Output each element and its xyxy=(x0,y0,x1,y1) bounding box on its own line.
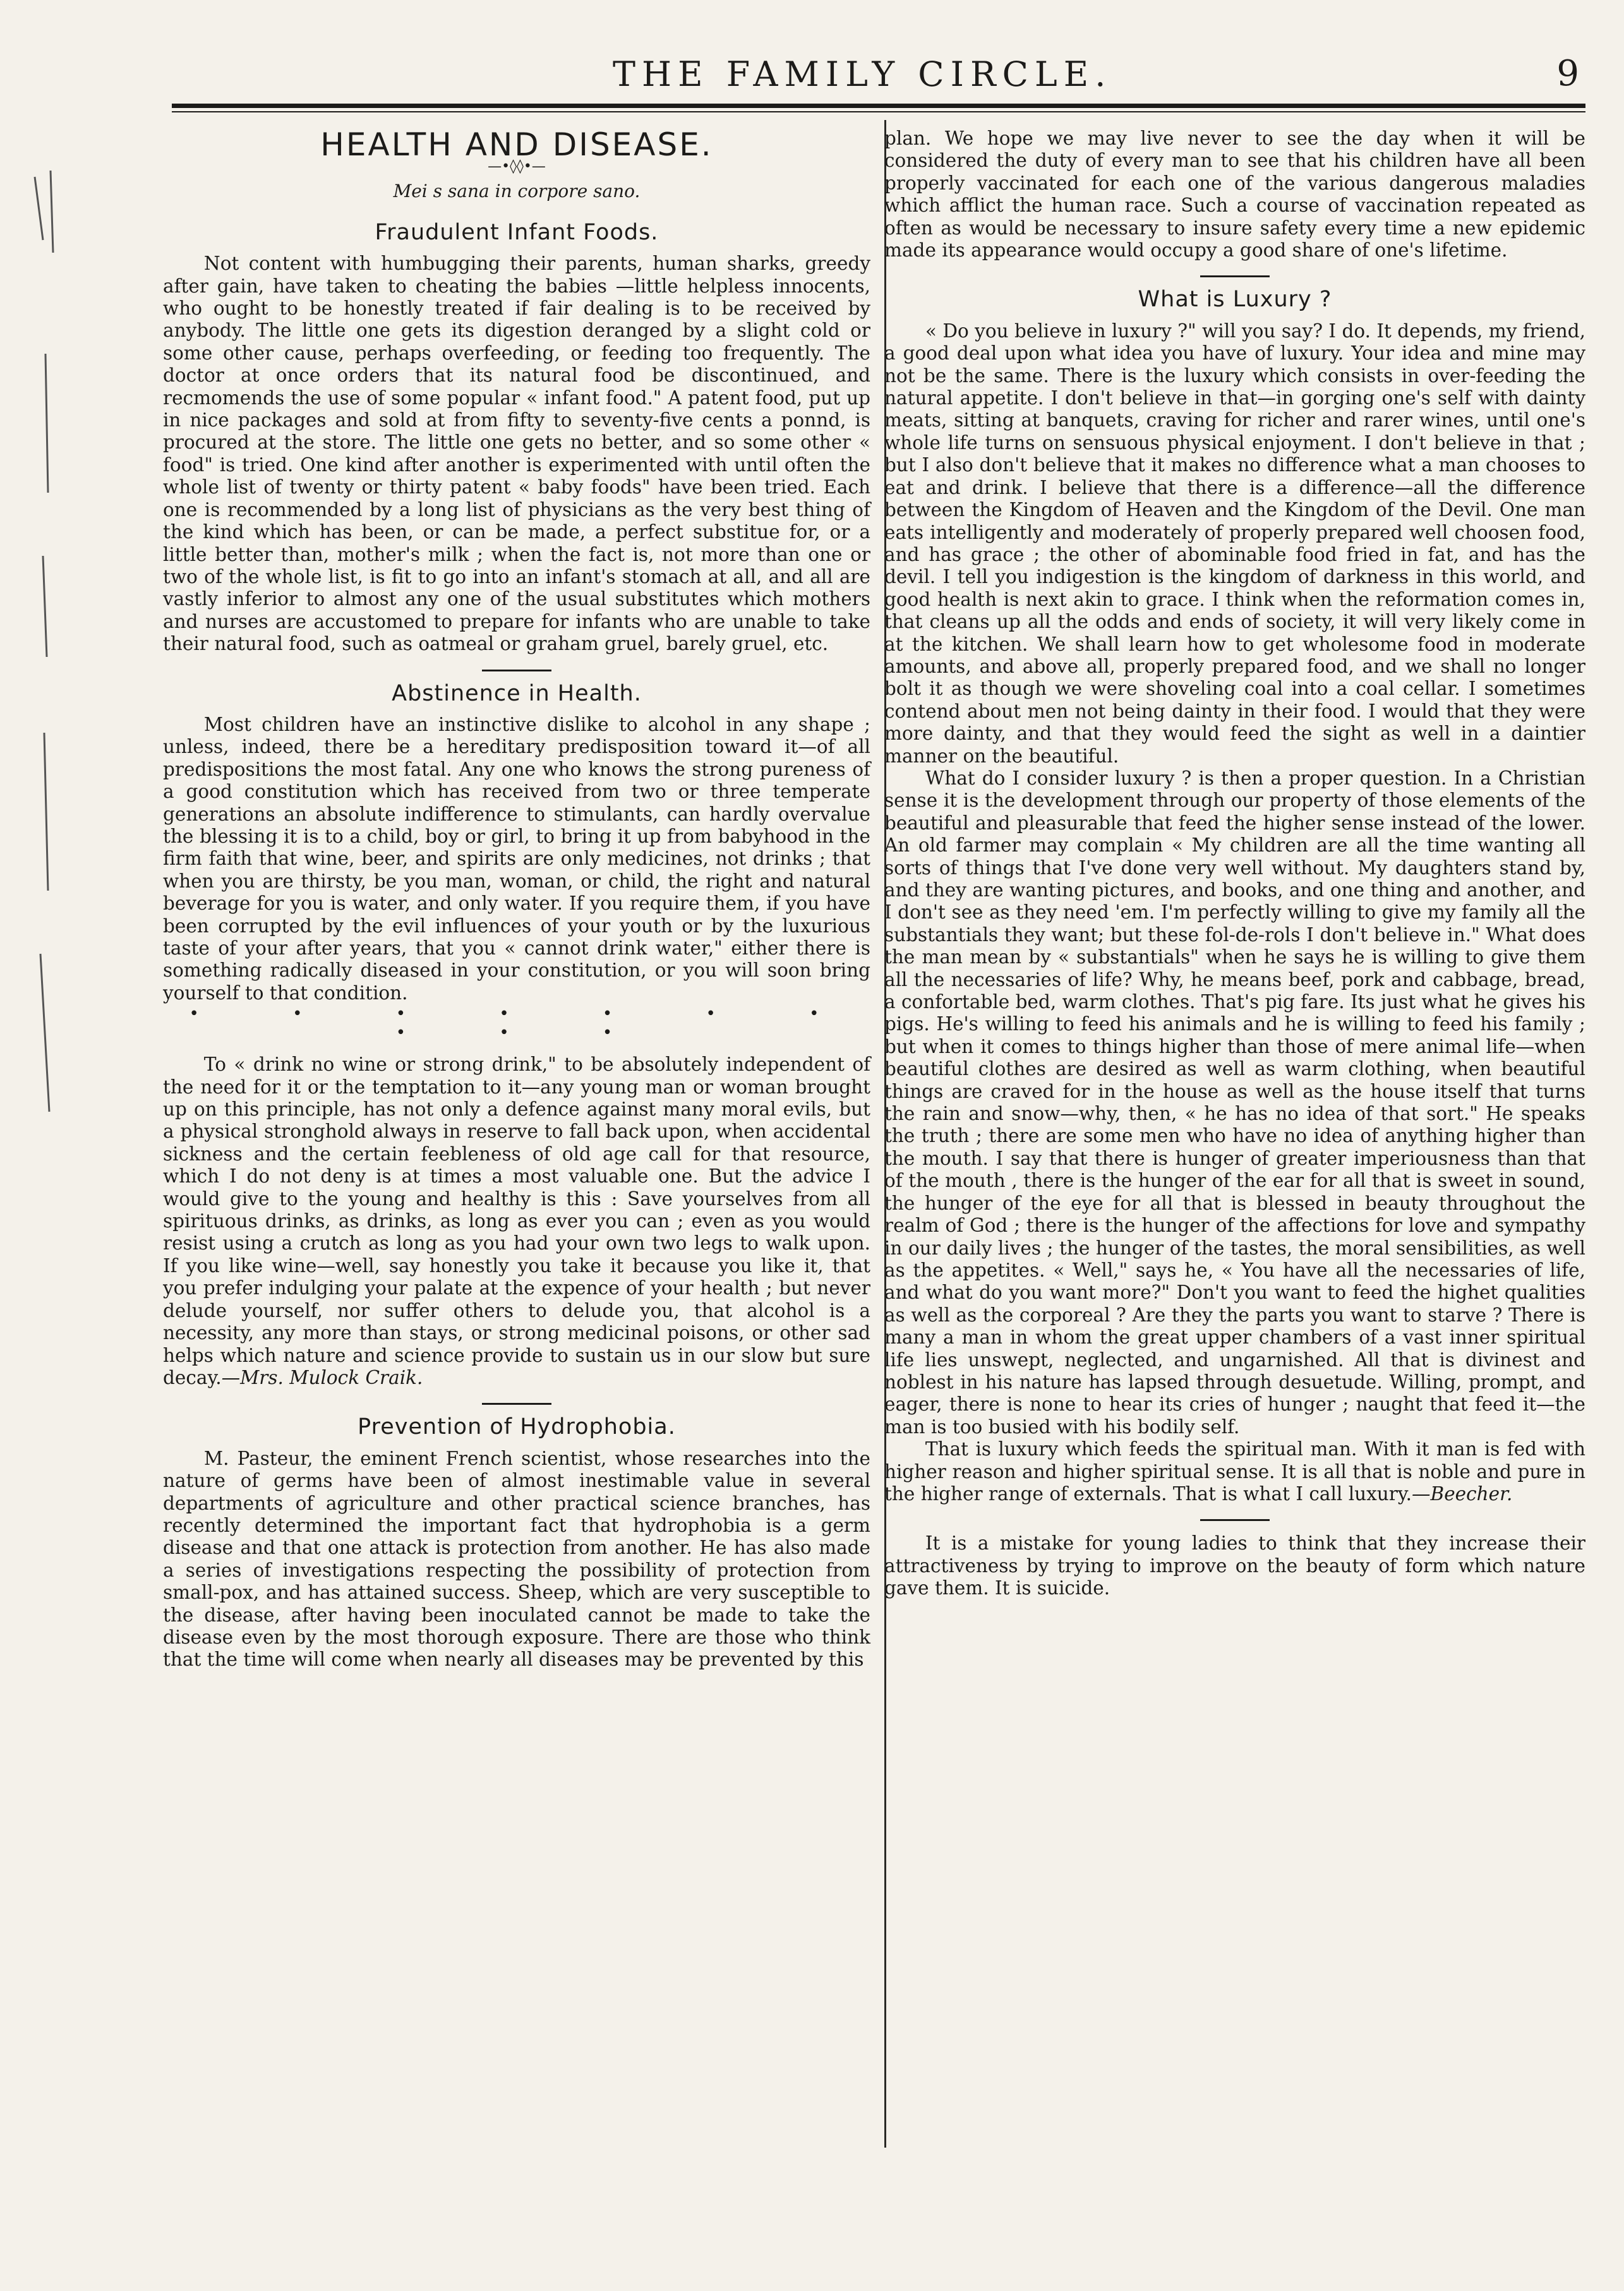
article-title-infant-foods: Fraudulent Infant Foods. xyxy=(375,219,659,245)
left-column xyxy=(163,126,870,1671)
article-paragraph: « Do you believe in luxury ?" will you say? I do. It depends, my friend, a good deal upon what idea you have of luxury. Your idea and mine may not be the same. There is the luxury which consists in over-feeding the natural appetite. I don't believe in that—in gorging one's self with dainty meats, sitting at banquets, craving for richer and rarer wines, until one's whole life turns on sensuous physical enjoyment. I don't believe in that ; but I also don't believe that it makes no difference what a man chooses to eat and drink. I believe that there is a difference—all the difference between the Kingdom of Heaven and the Kingdom of the Devil. One man eats intelligently and moderately of properly prepared well choosen food, and has grace ; the other of abominable food fried in fat, and has the devil. I tell you indigestion is the kingdom of darkness in this world, and good health is next akin to grace. I think when the reformation comes in, that cleans up all the odds and ends of society, it will very likely come in at the kitchen. We shall learn how to get wholesome food in moderate amounts, and above all, properly prepared food, and we shall no longer bolt it as though we were shoveling coal into a coal cellar. I sometimes contend about men not being dainty in their food. I would that they were more dainty, and that they would feed the sight as well in a daintier manner on the beautiful. xyxy=(884,320,1585,767)
article-title-abstinence: Abstinence in Health. xyxy=(392,680,642,706)
article-paragraph-continued: plan. We hope we may live never to see the day when it will be considered the duty of every man to see that his children have all been properly vaccinated for each one of the various dangerous maladies which afflict the human race. Such a course of vaccination repeated as often as would be necessary to insure safety every time a new epidemic made its appearance would occupy a good share of one's lifetime. xyxy=(884,128,1585,262)
paragraph-text: To « drink no wine or strong drink," to be absolutely independent of the need for it or the temptation to it—any young man or woman brought up on this principle, has not only a defence against many moral evils, but a physical stronghold always in reserve to fall back upon, when accidental sickness and the certain feebleness of old age call for that resource, which I do not deny is at times a most valuable one. But the advice I would give to the young and healthy is this : Save yourselves from all spirituous drinks, as drinks, as long as ever you can ; even as you would resist using a crutch as long as you had your own two legs to walk upon. If you like wine—well, say honestly you take it because you like it, that you prefer indulging your palate at the expence of your health ; but never delude yourself, nor suffer others to delude you, that alcohol is a necessity, any more than stays, or strong medicinal poisons, or other sad helps which nature and science provide to sustain us in our slow but sure decay. xyxy=(163,1054,870,1388)
department-motto: Mei s sana in corpore sano. xyxy=(393,181,641,202)
ornament-divider: —•◊◊•— xyxy=(488,159,546,175)
article-paragraph: Most children have an instinctive dislike to alcohol in any shape ; unless, indeed, there be a hereditary predisposition toward it—of all predispositions the most fatal. Any one who knows the strong pureness of a good constitution which has received from two or three temperate generations an absolute indifference to stimulants, can hardly overvalue the blessing it is to a child, boy or girl, to bring it up from babyhood in the firm faith that wine, beer, and spirits are only medicines, not drinks ; that when you are thirsty, be you man, woman, or child, the right and natural beverage for you is water, and only water. If you require them, if you have been corrupted by the evil influences of your youth or by the luxurious taste of your after years, that you « cannot drink water," either there is something radically diseased in your constitution, or you will soon bring yourself to that condition. xyxy=(163,713,870,1004)
section-rule xyxy=(1200,275,1270,277)
article-paragraph xyxy=(884,1438,1585,1505)
section-rule xyxy=(482,1403,551,1405)
author-signature: —Mrs. Mulock Craik. xyxy=(221,1366,423,1388)
header-rule xyxy=(172,104,1585,108)
article-paragraph xyxy=(163,1054,870,1389)
running-head xyxy=(171,52,1585,102)
article-paragraph: What do I consider luxury ? is then a proper question. In a Christian sense it is the development through our property of those elements of the beautiful and pleasurable that feed the higher sense instead of the lower. An old farmer may complain « My children are all the time wanting all sorts of things that I've done very well without. My daughters stand by, and they are wanting pictures, and books, and one thing and another, and I don't see as they need 'em. I'm perfectly willing to give my family all the substantials they want; but these fol-de-rols I don't believe in." What does the man mean by « substantials" when he says he is willing to give them all the necessaries of life? Why, he means beef, pork and cabbage, bread, a confortable bed, warm clothes. That's pig fare. Its just what he gives his pigs. He's willing to feed his animals and he is willing to feed his family ; but when it comes to things higher than those of mere animal life—when beautiful clothes are desired as well as warm clothing, when beautiful things are craved for in the house as well as the house itself that turns the rain and snow—why, then, « he has no idea of that sort." He speaks the truth ; there are some men who have no idea of anything higher than the mouth. I say that there is hunger of greater imperiousness than that of the mouth , there is the hunger of the ear for all that is sweet in sound, the hunger of the eye for all that is blessed in beauty throughout the realm of God ; there is the hunger of the affections for love and sympathy in our daily lives ; the hunger of the tastes, the moral sensibilities, as well as the appetites. « Well," says he, « You have all the necessaries of life, and what do you want more?" Don't you want to feed the highet qualities as well as the corporeal ? Are they the parts you want to starve ? There is many a man in whom the great upper chambers of a vast inner spiritual life lies unswept, neglected, and ungarnished. All that is divinest and noblest in his nature has lapsed through desuetude. Willing, prompt, and eager, there is none to hear its cries of hunger ; naught that feed it—the man is too busied with his bodily self. xyxy=(884,767,1585,1438)
department-title: HEALTH AND DISEASE. xyxy=(320,126,713,163)
running-title: THE FAMILY CIRCLE. xyxy=(613,54,1112,94)
article-paragraph: Not content with humbugging their parents, human sharks, greedy after gain, have taken to cheating the babies —little helpless innocents, who ought to be honestly treated if fair dealing is to be received by anybody. The little one gets its digestion deranged by a slight cold or some other cause, perhaps overfeeding, or feeding too frequently. The doctor at once orders that its natural food be discontinued, and recmomends the use of some popular « infant food." A patent food, put up in nice packages and sold at from fifty to seventy-five cents a ponnd, is procured at the store. The little one gets no better, and so some other « food" is tried. One kind after another is experimented with until often the whole list of twenty or thirty patent « baby foods" have been tried. Each one is recommended by a long list of physicians as the very best thing of the kind which has been, or can be made, a perfect substitue for, or a little better than, mother's milk ; when the fact is, not more than one or two of the whole list, is fit to go into an infant's stomach at all, and all are vastly inferior to almost any one of the usual substitutes which mothers and nurses are accustomed to prepare for infants who are unable to take their natural food, such as oatmeal or graham gruel, barely gruel, etc. xyxy=(163,253,870,655)
section-rule xyxy=(1200,1519,1270,1521)
article-paragraph: M. Pasteur, the eminent French scientist, whose researches into the nature of germs have been of almost inestimable value in several departments of agriculture and other practical science branches, has recently determined the important fact that hydrophobia is a germ disease and that one attack is protection from another. He has also made a series of investigations respecting the possibility of protection from small-pox, and has attained success. Sheep, which are very susceptible to the disease, after having been inoculated cannot be made to take the disease even by the most thorough exposure. There are those who think that the time will come when nearly all diseases may be prevented by this xyxy=(163,1447,870,1671)
header-rule-thin xyxy=(172,111,1585,112)
binding-edge-marks xyxy=(32,164,57,1175)
article-paragraph: It is a mistake for young ladies to think that they increase their attractiveness by trying to improve on the beauty of form which nature gave them. It is suicide. xyxy=(884,1532,1585,1599)
article-title-hydrophobia: Prevention of Hydrophobia. xyxy=(358,1414,676,1440)
section-rule xyxy=(482,670,551,671)
author-signature: —Beecher. xyxy=(1412,1482,1513,1505)
page-number: 9 xyxy=(1556,53,1579,94)
section-break-dots: • • • • • • • • • • xyxy=(189,1004,863,1043)
paragraph-text: That is luxury which feeds the spiritual man. With it man is fed with higher reason and higher spiritual sense. It is all that is noble and pure in the higher range of externals. That is what I call luxury. xyxy=(884,1438,1585,1505)
right-column xyxy=(884,128,1585,1600)
article-title-luxury: What is Luxury ? xyxy=(1138,287,1332,313)
